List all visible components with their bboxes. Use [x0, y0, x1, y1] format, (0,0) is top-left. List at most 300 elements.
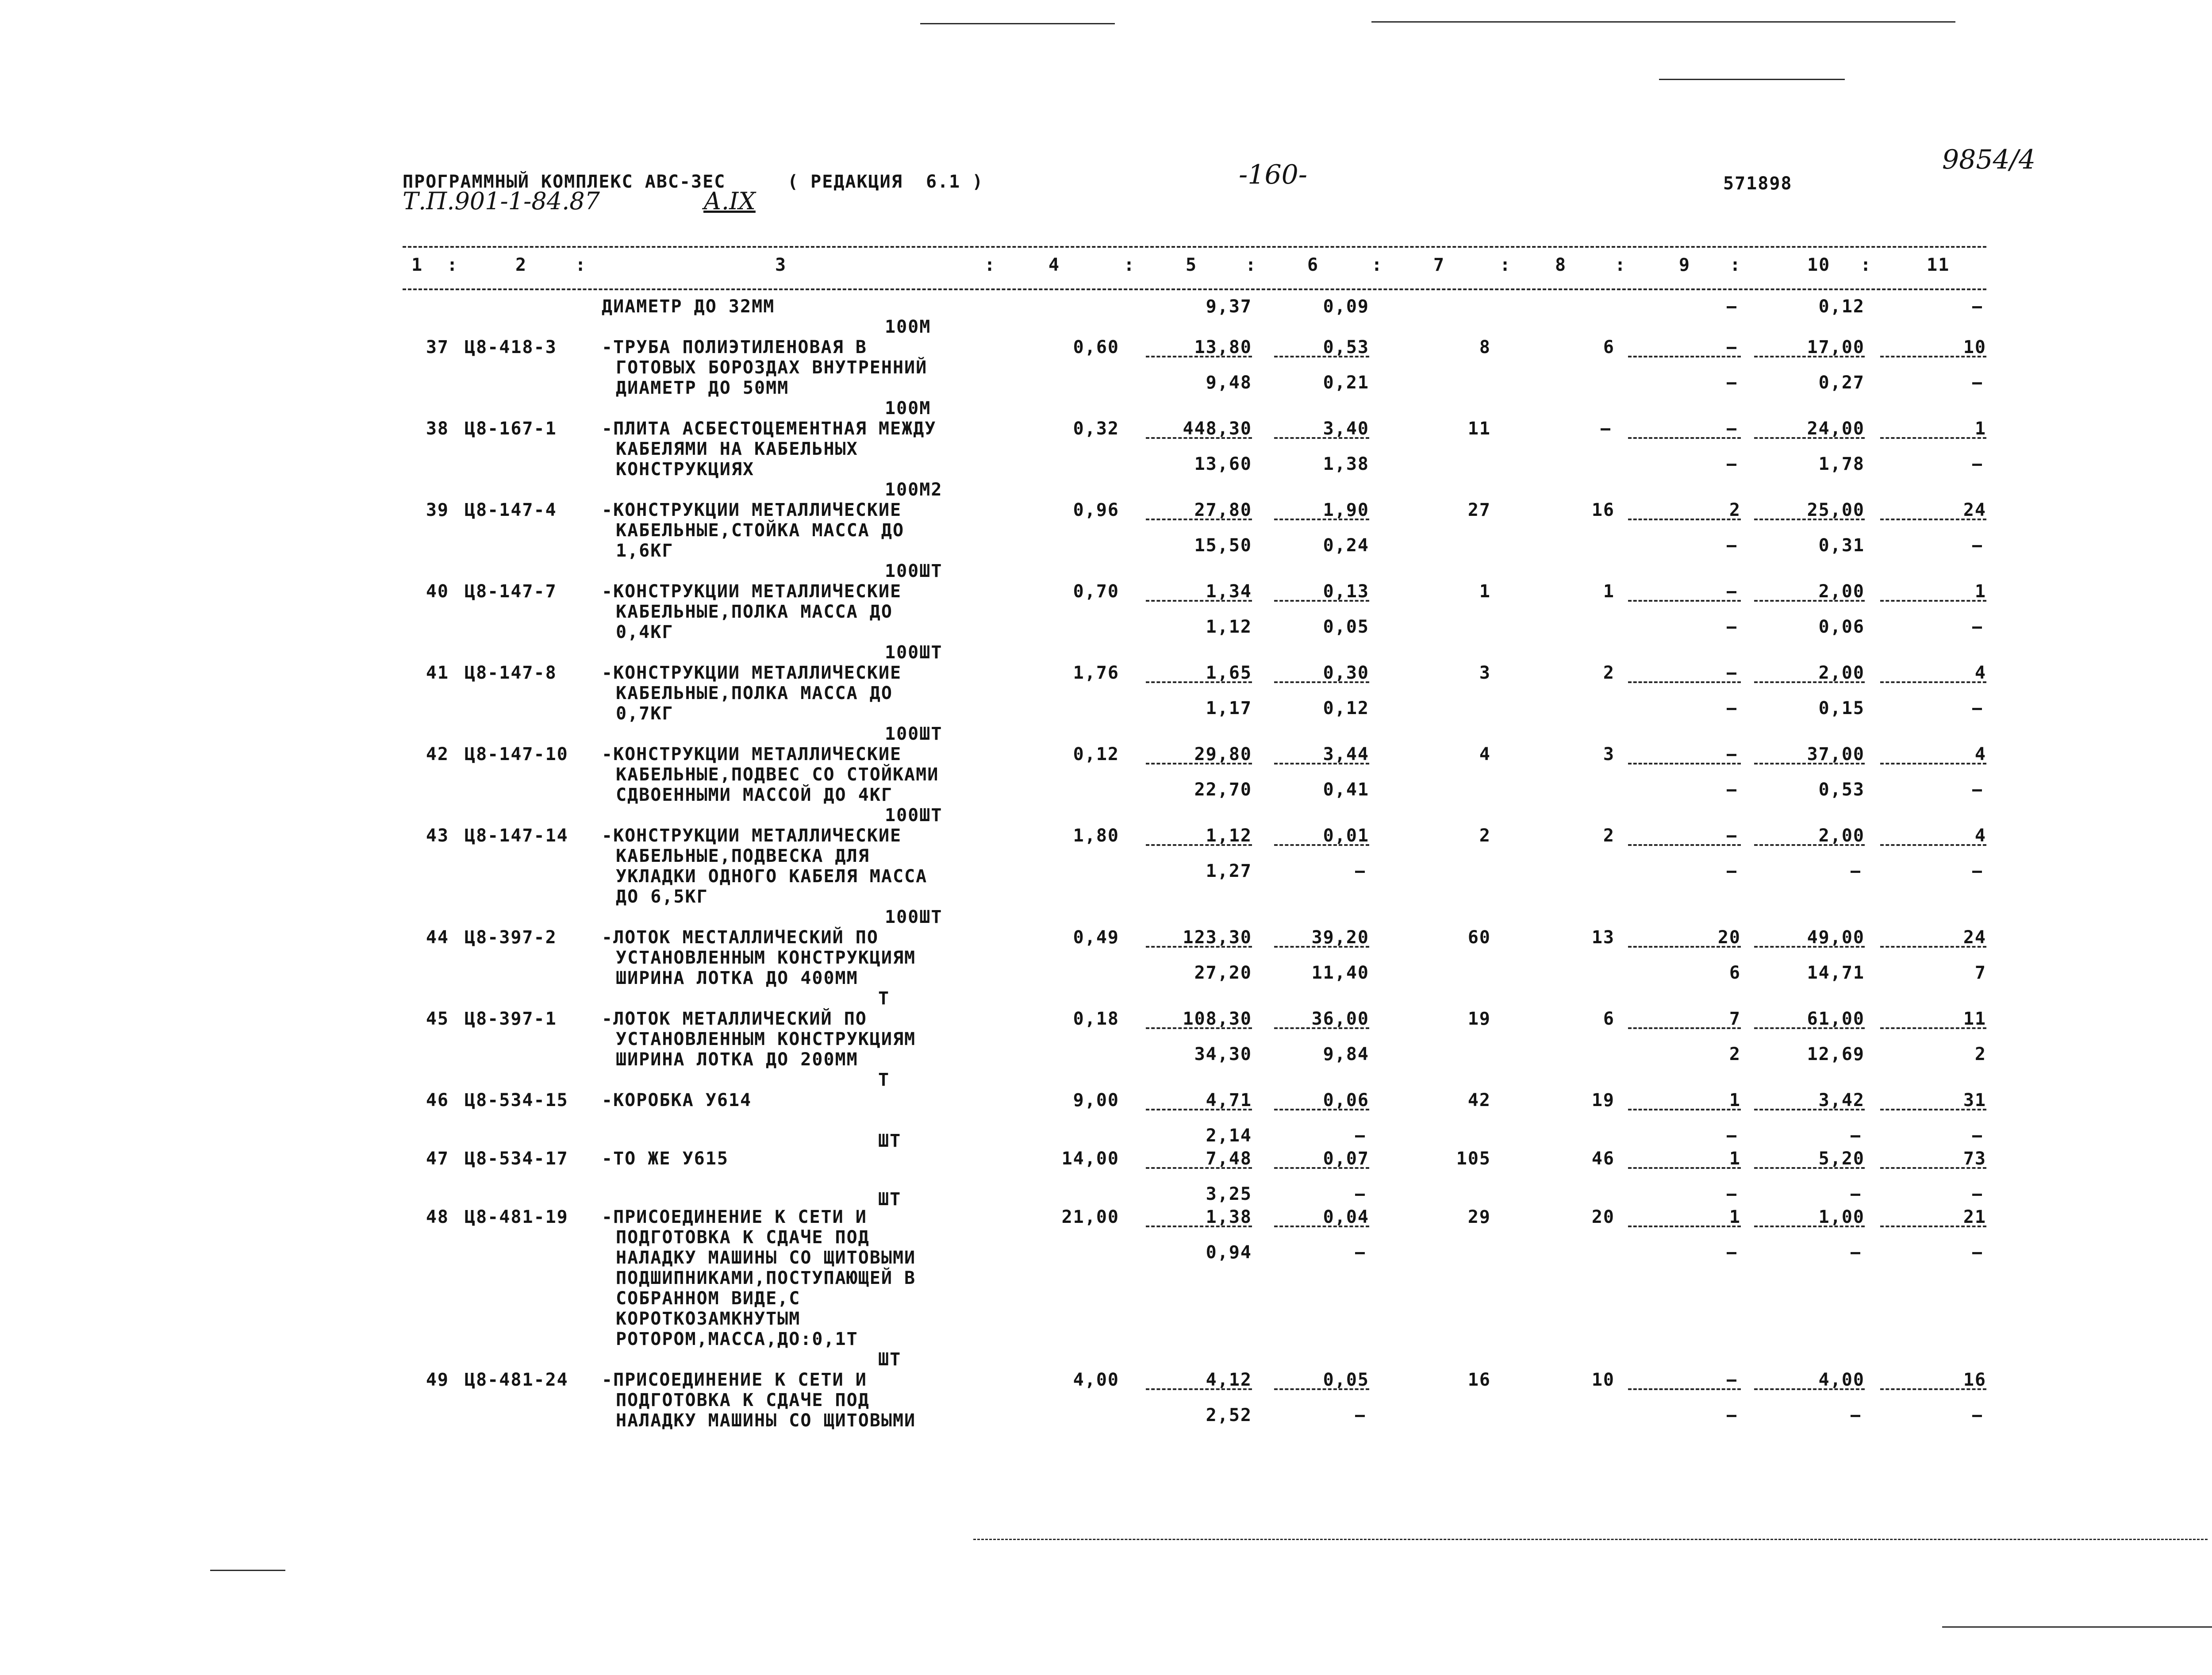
cell-c6: 3,44	[1323, 744, 1369, 765]
cell-c7: 11	[1467, 419, 1491, 439]
cell-c5: 9,37	[1206, 296, 1252, 317]
row-code: Ц8-147-14	[465, 826, 568, 846]
cell-divider	[1754, 1226, 1865, 1227]
cell-c10: 0,12	[1818, 296, 1865, 317]
cell-value-empty	[1853, 1184, 1865, 1204]
cell-c7: 60	[1467, 927, 1491, 948]
cell-c10: 0,53	[1818, 780, 1865, 800]
cell-c9: 6	[1729, 963, 1741, 983]
cell-c10: 0,31	[1818, 535, 1865, 556]
cell-c6: 1,90	[1323, 500, 1369, 520]
row-description: -КОРОБКА У614	[602, 1090, 752, 1110]
row-description: -ПРИСОЕДИНЕНИЕ К СЕТИ И	[602, 1370, 867, 1390]
cell-c10: 2,00	[1818, 826, 1865, 846]
cell-value-empty	[1853, 1405, 1865, 1425]
cell-value-empty	[1729, 535, 1741, 556]
cell-c11: 4	[1974, 663, 1986, 683]
cell-divider	[1146, 681, 1252, 683]
scan-line-top-1	[920, 23, 1115, 24]
cell-c5: 1,38	[1206, 1207, 1252, 1227]
row-code: Ц8-534-15	[465, 1090, 568, 1110]
cell-divider	[1754, 1388, 1865, 1390]
cell-divider	[1628, 681, 1741, 683]
row-code: Ц8-534-17	[465, 1149, 568, 1169]
cell-c4: 0,96	[1073, 500, 1119, 520]
row-number: 46	[426, 1090, 449, 1110]
cell-c8: 10	[1591, 1370, 1615, 1390]
cell-c6: 0,07	[1323, 1149, 1369, 1169]
cell-value-empty	[1975, 296, 1986, 317]
cell-divider	[1754, 437, 1865, 439]
cell-c4: 0,12	[1073, 744, 1119, 765]
row-description: НАЛАДКУ МАШИНЫ СО ЩИТОВЫМИ	[616, 1248, 916, 1268]
cell-value-empty	[1358, 1184, 1369, 1204]
cell-divider	[1146, 519, 1252, 520]
cell-c5: 123,30	[1183, 927, 1252, 948]
cell-c6: 0,30	[1323, 663, 1369, 683]
cell-c8: 6	[1603, 1009, 1615, 1029]
cell-value-empty	[1975, 373, 1986, 393]
row-number: 39	[426, 500, 449, 520]
row-unit: 100ШТ	[885, 805, 943, 826]
row-number: 42	[426, 744, 449, 765]
cell-divider	[1880, 1388, 1986, 1390]
cell-c8: 46	[1591, 1149, 1615, 1169]
cell-c5: 13,60	[1194, 454, 1252, 474]
row-number: 43	[426, 826, 449, 846]
column-number: 3	[775, 255, 787, 275]
cell-c6: 0,05	[1323, 1370, 1369, 1390]
row-description: КОРОТКОЗАМКНУТЫМ	[616, 1309, 801, 1329]
row-number: 41	[426, 663, 449, 683]
cell-value-empty	[1729, 1126, 1741, 1146]
cell-c9: 2	[1729, 500, 1741, 520]
cell-value-empty	[1729, 780, 1741, 800]
cell-value-empty	[1975, 780, 1986, 800]
cell-c6: 0,09	[1323, 296, 1369, 317]
row-code: Ц8-481-19	[465, 1207, 568, 1227]
row-description: ГОТОВЫХ БОРОЗДАХ ВНУТРЕННИЙ	[616, 357, 928, 378]
cell-divider	[1274, 1388, 1369, 1390]
row-description: ПОДГОТОВКА К СДАЧЕ ПОД	[616, 1390, 870, 1410]
cell-c8: 13	[1591, 927, 1615, 948]
cell-divider	[1146, 356, 1252, 357]
row-description: -ТРУБА ПОЛИЭТИЛЕНОВАЯ В	[602, 337, 867, 357]
cell-value-empty	[1729, 419, 1741, 439]
cell-c8: 19	[1591, 1090, 1615, 1110]
cell-divider	[1274, 600, 1369, 602]
cell-divider	[1628, 1226, 1741, 1227]
cell-c11: 21	[1963, 1207, 1986, 1227]
cell-c10: 24,00	[1807, 419, 1865, 439]
row-number: 40	[426, 581, 449, 602]
cell-c10: 0,27	[1818, 373, 1865, 393]
row-number: 45	[426, 1009, 449, 1029]
cell-c10: 17,00	[1807, 337, 1865, 357]
cell-c6: 0,24	[1323, 535, 1369, 556]
cell-value-empty	[1358, 1126, 1369, 1146]
cell-divider	[1880, 437, 1986, 439]
cell-divider	[1628, 1109, 1741, 1110]
row-description: -КОНСТРУКЦИИ МЕТАЛЛИЧЕСКИЕ	[602, 663, 902, 683]
cell-c5: 2,14	[1206, 1126, 1252, 1146]
cell-divider	[1628, 519, 1741, 520]
row-code: Ц8-397-1	[465, 1009, 557, 1029]
cell-c5: 2,52	[1206, 1405, 1252, 1425]
cell-c4: 1,80	[1073, 826, 1119, 846]
cell-c9: 1	[1729, 1090, 1741, 1110]
row-description: УКЛАДКИ ОДНОГО КАБЕЛЯ МАССА	[616, 866, 928, 887]
bottom-rule	[973, 1539, 2208, 1540]
scan-line-top-3	[1659, 79, 1845, 80]
cell-c10: 5,20	[1818, 1149, 1865, 1169]
cell-value-empty	[1358, 861, 1369, 881]
cell-c5: 448,30	[1183, 419, 1252, 439]
row-number: 37	[426, 337, 449, 357]
cell-c5: 1,27	[1206, 861, 1252, 881]
cell-divider	[1754, 844, 1865, 846]
column-number: 11	[1927, 255, 1950, 275]
cell-c7: 42	[1467, 1090, 1491, 1110]
table-top-rule	[403, 246, 1986, 248]
cell-c10: 12,69	[1807, 1044, 1865, 1064]
row-code: Ц8-147-4	[465, 500, 557, 520]
column-separator: :	[1124, 255, 1136, 275]
row-code: Ц8-147-8	[465, 663, 557, 683]
row-description: УСТАНОВЛЕННЫМ КОНСТРУКЦИЯМ	[616, 1029, 916, 1049]
cell-c5: 15,50	[1194, 535, 1252, 556]
row-description: СОБРАННОМ ВИДЕ,С	[616, 1288, 801, 1309]
cell-value-empty	[1729, 663, 1741, 683]
cell-divider	[1754, 600, 1865, 602]
cell-value-empty	[1975, 1126, 1986, 1146]
cell-c6: 9,84	[1323, 1044, 1369, 1064]
cell-c6: 0,41	[1323, 780, 1369, 800]
row-description: КАБЕЛЬНЫЕ,ПОЛКА МАССА ДО	[616, 602, 893, 622]
column-number: 5	[1186, 255, 1198, 275]
cell-divider	[1146, 763, 1252, 765]
cell-c10: 2,00	[1818, 581, 1865, 602]
row-number: 47	[426, 1149, 449, 1169]
cell-c11: 1	[1974, 419, 1986, 439]
cell-c11: 4	[1974, 744, 1986, 765]
cell-value-empty	[1975, 617, 1986, 637]
row-description: СДВОЕННЫМИ МАССОЙ ДО 4КГ	[616, 785, 893, 805]
cell-value-empty	[1975, 698, 1986, 718]
row-description: 0,7КГ	[616, 703, 674, 724]
page-number: -160-	[1239, 159, 1308, 190]
row-description: КОНСТРУКЦИЯХ	[616, 459, 754, 480]
row-number: 49	[426, 1370, 449, 1390]
cell-c11: 31	[1963, 1090, 1986, 1110]
column-separator: :	[1371, 255, 1383, 275]
cell-c10: 61,00	[1807, 1009, 1865, 1029]
cell-c8: 2	[1603, 663, 1615, 683]
cell-value-empty	[1975, 454, 1986, 474]
cell-c5: 1,17	[1206, 698, 1252, 718]
cell-c5: 27,20	[1194, 963, 1252, 983]
cell-c11: 2	[1974, 1044, 1986, 1064]
row-description: КАБЕЛЬНЫЕ,ПОЛКА МАССА ДО	[616, 683, 893, 703]
cell-c7: 3	[1479, 663, 1491, 683]
cell-c11: 11	[1963, 1009, 1986, 1029]
cell-c6: 3,40	[1323, 419, 1369, 439]
column-separator: :	[1860, 255, 1872, 275]
cell-divider	[1754, 1167, 1865, 1169]
cell-c6: 39,20	[1311, 927, 1369, 948]
cell-c4: 0,70	[1073, 581, 1119, 602]
cell-c4: 21,00	[1061, 1207, 1119, 1227]
column-number: 8	[1555, 255, 1567, 275]
row-description: ШИРИНА ЛОТКА ДО 400ММ	[616, 968, 858, 988]
cell-c11: 10	[1963, 337, 1986, 357]
cell-c5: 1,34	[1206, 581, 1252, 602]
cell-divider	[1754, 946, 1865, 948]
cell-c5: 4,12	[1206, 1370, 1252, 1390]
column-number: 2	[515, 255, 527, 275]
cell-value-empty	[1975, 1405, 1986, 1425]
row-description: ШИРИНА ЛОТКА ДО 200ММ	[616, 1049, 858, 1070]
cell-divider	[1880, 844, 1986, 846]
cell-c10: 3,42	[1818, 1090, 1865, 1110]
cell-c6: 0,04	[1323, 1207, 1369, 1227]
row-unit: 100ШТ	[885, 724, 943, 744]
cell-c7: 2	[1479, 826, 1491, 846]
row-description: 0,4КГ	[616, 622, 674, 642]
cell-divider	[1880, 681, 1986, 683]
row-description: ПОДШИПНИКАМИ,ПОСТУПАЮЩЕЙ В	[616, 1268, 916, 1288]
cell-c6: 0,21	[1323, 373, 1369, 393]
cell-value-empty	[1729, 744, 1741, 765]
cell-c11: 24	[1963, 927, 1986, 948]
row-description: КАБЕЛЯМИ НА КАБЕЛЬНЫХ	[616, 439, 858, 459]
cell-divider	[1146, 1027, 1252, 1029]
column-number: 10	[1807, 255, 1831, 275]
cell-divider	[1146, 437, 1252, 439]
row-code: Ц8-418-3	[465, 337, 557, 357]
row-description: УСТАНОВЛЕННЫМ КОНСТРУКЦИЯМ	[616, 948, 916, 968]
cell-divider	[1880, 1226, 1986, 1227]
cell-value-empty	[1729, 454, 1741, 474]
cell-divider	[1628, 1167, 1741, 1169]
cell-c8: 3	[1603, 744, 1615, 765]
cell-c8: 16	[1591, 500, 1615, 520]
cell-divider	[1628, 763, 1741, 765]
doc-number: 571898	[1723, 173, 1793, 194]
row-description: -ПЛИТА АСБЕСТОЦЕМЕНТНАЯ МЕЖДУ	[602, 419, 937, 439]
cell-value-empty	[1729, 826, 1741, 846]
cell-c5: 9,48	[1206, 373, 1252, 393]
row-code: Ц8-481-24	[465, 1370, 568, 1390]
cell-c5: 13,80	[1194, 337, 1252, 357]
row-description: -КОНСТРУКЦИИ МЕТАЛЛИЧЕСКИЕ	[602, 581, 902, 602]
row-unit: ШТ	[878, 1131, 902, 1151]
cell-divider	[1274, 763, 1369, 765]
cell-c9: 1	[1729, 1149, 1741, 1169]
row-code: Ц8-147-10	[465, 744, 568, 765]
cell-c10: 25,00	[1807, 500, 1865, 520]
cell-divider	[1880, 600, 1986, 602]
cell-c10: 14,71	[1807, 963, 1865, 983]
cell-divider	[1274, 1167, 1369, 1169]
cell-c9: 7	[1729, 1009, 1741, 1029]
cell-value-empty	[1729, 698, 1741, 718]
cell-divider	[1628, 844, 1741, 846]
row-number: 48	[426, 1207, 449, 1227]
cell-c4: 0,60	[1073, 337, 1119, 357]
row-description: -ЛОТОК МЕСТАЛЛИЧЕСКИЙ ПО	[602, 927, 879, 948]
cell-divider	[1880, 1167, 1986, 1169]
cell-c5: 108,30	[1183, 1009, 1252, 1029]
row-description: -ПРИСОЕДИНЕНИЕ К СЕТИ И	[602, 1207, 867, 1227]
cell-divider	[1880, 763, 1986, 765]
cell-c8: 1	[1603, 581, 1615, 602]
cell-value-empty	[1729, 1242, 1741, 1263]
row-description: РОТОРОМ,МАССА,ДО:0,1Т	[616, 1329, 858, 1349]
cell-divider	[1274, 681, 1369, 683]
row-unit: ШТ	[878, 1189, 902, 1210]
cell-c5: 4,71	[1206, 1090, 1252, 1110]
cell-c4: 4,00	[1073, 1370, 1119, 1390]
cell-c6: 0,06	[1323, 1090, 1369, 1110]
cell-c10: 1,00	[1818, 1207, 1865, 1227]
cell-divider	[1880, 519, 1986, 520]
cell-c6: 0,53	[1323, 337, 1369, 357]
row-unit: 100М	[885, 317, 931, 337]
cell-value-empty	[1729, 1370, 1741, 1390]
row-description: НАЛАДКУ МАШИНЫ СО ЩИТОВЫМИ	[616, 1410, 916, 1431]
row-description: -КОНСТРУКЦИИ МЕТАЛЛИЧЕСКИЕ	[602, 744, 902, 765]
cell-divider	[1754, 519, 1865, 520]
cell-c7: 1	[1479, 581, 1491, 602]
edition-label: ( РЕДАКЦИЯ 6.1 )	[787, 172, 984, 192]
cell-c4: 14,00	[1061, 1149, 1119, 1169]
cell-divider	[1880, 1027, 1986, 1029]
cell-divider	[1146, 1388, 1252, 1390]
cell-c11: 24	[1963, 500, 1986, 520]
cell-value-empty	[1975, 1242, 1986, 1263]
cell-divider	[1146, 1226, 1252, 1227]
cell-value-empty	[1729, 337, 1741, 357]
row-description: -КОНСТРУКЦИИ МЕТАЛЛИЧЕСКИЕ	[602, 826, 902, 846]
row-description: 1,6КГ	[616, 541, 674, 561]
album-code: А.IХ	[703, 187, 756, 215]
cell-divider	[1754, 763, 1865, 765]
cell-value-empty	[1358, 1405, 1369, 1425]
cell-divider	[1754, 681, 1865, 683]
cell-c4: 0,32	[1073, 419, 1119, 439]
row-number: 38	[426, 419, 449, 439]
row-code: Ц8-147-7	[465, 581, 557, 602]
program-title: ПРОГРАММНЫЙ КОМПЛЕКС АВС-3ЕС	[403, 172, 726, 192]
cell-value-empty	[1358, 1242, 1369, 1263]
cell-c7: 4	[1479, 744, 1491, 765]
column-separator: :	[1615, 255, 1627, 275]
cell-c11: 73	[1963, 1149, 1986, 1169]
cell-divider	[1628, 356, 1741, 357]
row-description: ДО 6,5КГ	[616, 887, 708, 907]
cell-c5: 22,70	[1194, 780, 1252, 800]
cell-divider	[1274, 1226, 1369, 1227]
cell-value-empty	[1729, 617, 1741, 637]
cell-divider	[1274, 844, 1369, 846]
row-unit: 100ШТ	[885, 907, 943, 927]
cell-value-empty	[1853, 861, 1865, 881]
cell-value-empty	[1603, 419, 1615, 439]
column-separator: :	[1245, 255, 1257, 275]
cell-c10: 0,06	[1818, 617, 1865, 637]
cell-divider	[1274, 356, 1369, 357]
row-unit: Т	[878, 1070, 890, 1090]
row-unit: 100ШТ	[885, 642, 943, 663]
row-unit: ШТ	[878, 1349, 902, 1370]
column-separator: :	[1730, 255, 1742, 275]
row-number: 44	[426, 927, 449, 948]
cell-divider	[1628, 1027, 1741, 1029]
cell-c6: 0,12	[1323, 698, 1369, 718]
cell-c7: 29	[1467, 1207, 1491, 1227]
table-header-rule	[403, 288, 1986, 290]
column-separator: :	[447, 255, 459, 275]
cell-c10: 4,00	[1818, 1370, 1865, 1390]
cell-c11: 16	[1963, 1370, 1986, 1390]
cell-c5: 29,80	[1194, 744, 1252, 765]
cell-divider	[1628, 1388, 1741, 1390]
row-unit: 100ШТ	[885, 561, 943, 581]
row-description: КАБЕЛЬНЫЕ,ПОДВЕС СО СТОЙКАМИ	[616, 765, 939, 785]
cell-divider	[1274, 437, 1369, 439]
cell-c7: 8	[1479, 337, 1491, 357]
cell-divider	[1274, 1027, 1369, 1029]
cell-c10: 0,15	[1818, 698, 1865, 718]
cell-c6: 0,01	[1323, 826, 1369, 846]
cell-c4: 1,76	[1073, 663, 1119, 683]
cell-c9: 2	[1729, 1044, 1741, 1064]
cell-divider	[1274, 1109, 1369, 1110]
cell-c7: 27	[1467, 500, 1491, 520]
column-number: 9	[1679, 255, 1691, 275]
cell-value-empty	[1975, 861, 1986, 881]
cell-c6: 36,00	[1311, 1009, 1369, 1029]
column-separator: :	[984, 255, 996, 275]
cell-divider	[1146, 844, 1252, 846]
cell-c10: 2,00	[1818, 663, 1865, 683]
cell-divider	[1628, 946, 1741, 948]
row-description: ДИАМЕТР ДО 50ММ	[616, 378, 789, 398]
project-code: Т.П.901-1-84.87	[403, 187, 600, 215]
row-description: ДИАМЕТР ДО 32ММ	[602, 296, 775, 317]
column-separator: :	[575, 255, 587, 275]
cell-c7: 19	[1467, 1009, 1491, 1029]
cell-divider	[1628, 600, 1741, 602]
column-separator: :	[1500, 255, 1512, 275]
cell-divider	[1274, 946, 1369, 948]
cell-c8: 2	[1603, 826, 1615, 846]
cell-c5: 34,30	[1194, 1044, 1252, 1064]
row-description: -КОНСТРУКЦИИ МЕТАЛЛИЧЕСКИЕ	[602, 500, 902, 520]
row-description: КАБЕЛЬНЫЕ,СТОЙКА МАССА ДО	[616, 520, 905, 541]
scan-line-bottom-left	[210, 1570, 285, 1571]
cell-c8: 6	[1603, 337, 1615, 357]
cell-divider	[1880, 946, 1986, 948]
cell-c10: 49,00	[1807, 927, 1865, 948]
cell-c7: 16	[1467, 1370, 1491, 1390]
cell-c7: 105	[1456, 1149, 1491, 1169]
row-description: ПОДГОТОВКА К СДАЧЕ ПОД	[616, 1227, 870, 1248]
cell-c5: 1,65	[1206, 663, 1252, 683]
column-number: 6	[1307, 255, 1319, 275]
row-description: КАБЕЛЬНЫЕ,ПОДВЕСКА ДЛЯ	[616, 846, 870, 866]
